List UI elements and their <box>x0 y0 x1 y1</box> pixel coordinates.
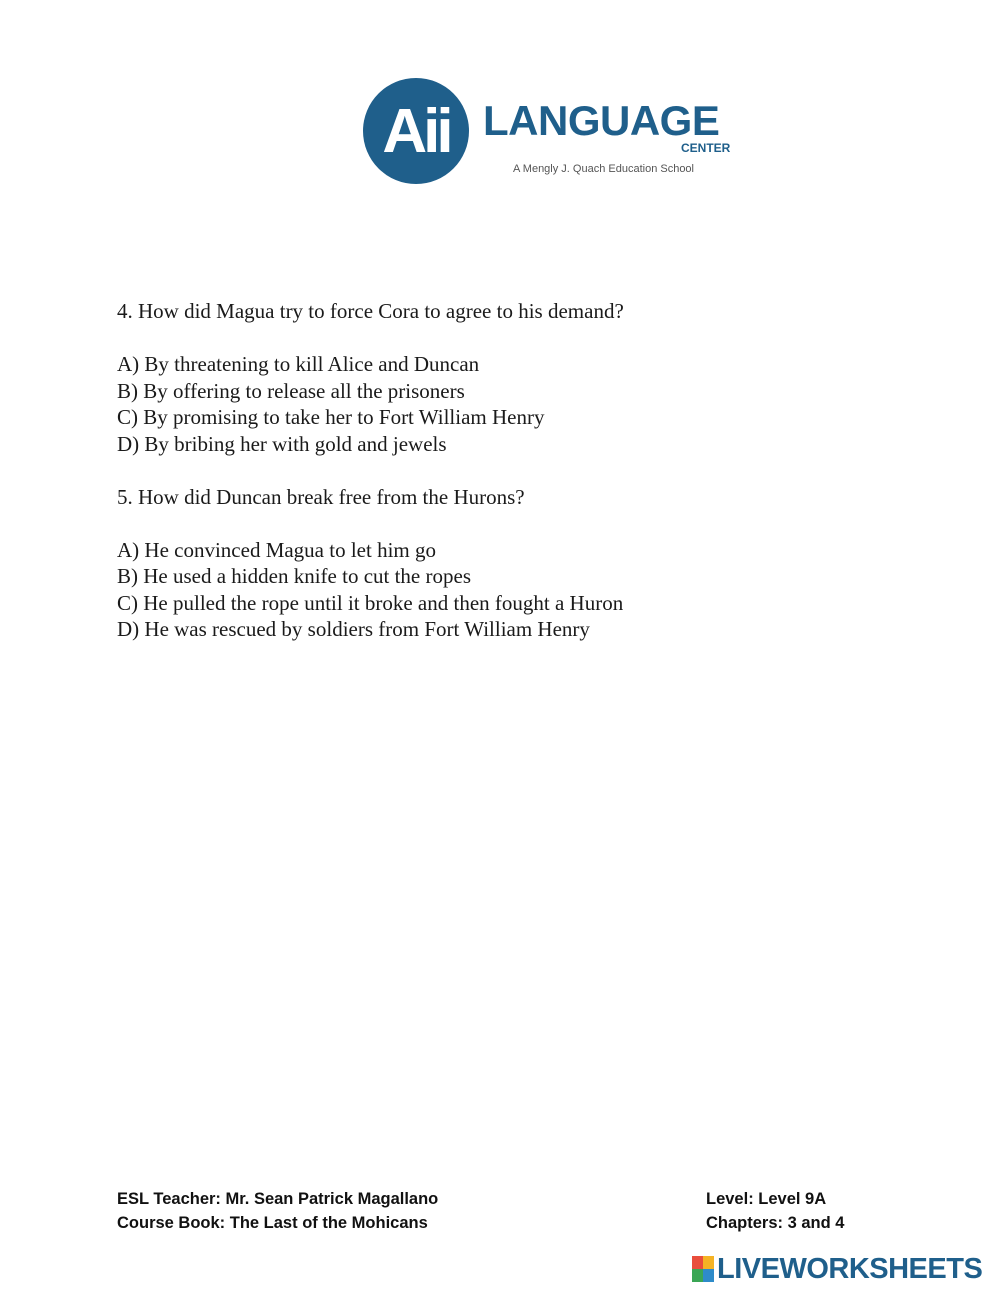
liveworksheets-watermark <box>692 1254 982 1284</box>
course-book: Course Book: The Last of the Mohicans <box>117 1214 428 1232</box>
question-block <box>117 298 877 457</box>
liveworksheets-text: LIVEWORKSHEETS <box>717 1253 983 1285</box>
level: Level: Level 9A <box>706 1190 827 1208</box>
answer-options <box>117 351 877 457</box>
logo-sub: CENTER <box>681 141 731 155</box>
footer-left <box>117 1187 438 1235</box>
logo-mark: Aii <box>363 78 469 184</box>
footer-right <box>706 1187 844 1235</box>
question-text: 4. How did Magua try to force Cora to agree to his demand? <box>117 299 624 323</box>
answer-option[interactable]: A) By threatening to kill Alice and Duncan <box>117 352 480 376</box>
school-logo <box>363 78 733 188</box>
answer-option[interactable]: C) By promising to take her to Fort William Henry <box>117 405 545 429</box>
answer-option[interactable]: B) By offering to release all the prisoners <box>117 378 465 403</box>
logo-tagline: A Mengly J. Quach Education School <box>513 163 694 175</box>
chapters: Chapters: 3 and 4 <box>706 1214 845 1232</box>
liveworksheets-logo-icon <box>692 1256 714 1282</box>
teacher-name: ESL Teacher: Mr. Sean Patrick Magallano <box>117 1190 439 1208</box>
logo-wordmark: LANGUAGE <box>483 97 720 144</box>
answer-option[interactable]: B) He used a hidden knife to cut the ropes <box>117 564 471 588</box>
answer-option[interactable]: A) He convinced Magua to let him go <box>117 537 436 562</box>
worksheet-content <box>117 298 877 669</box>
answer-option[interactable]: C) He pulled the rope until it broke and then fought a Huron <box>117 590 624 615</box>
answer-options <box>117 537 877 643</box>
answer-option[interactable]: D) By bribing her with gold and jewels <box>117 431 447 456</box>
question-block <box>117 484 877 643</box>
answer-option[interactable]: D) He was rescued by soldiers from Fort William Henry <box>117 617 590 641</box>
question-text: 5. How did Duncan break free from the Hurons? <box>117 484 525 509</box>
